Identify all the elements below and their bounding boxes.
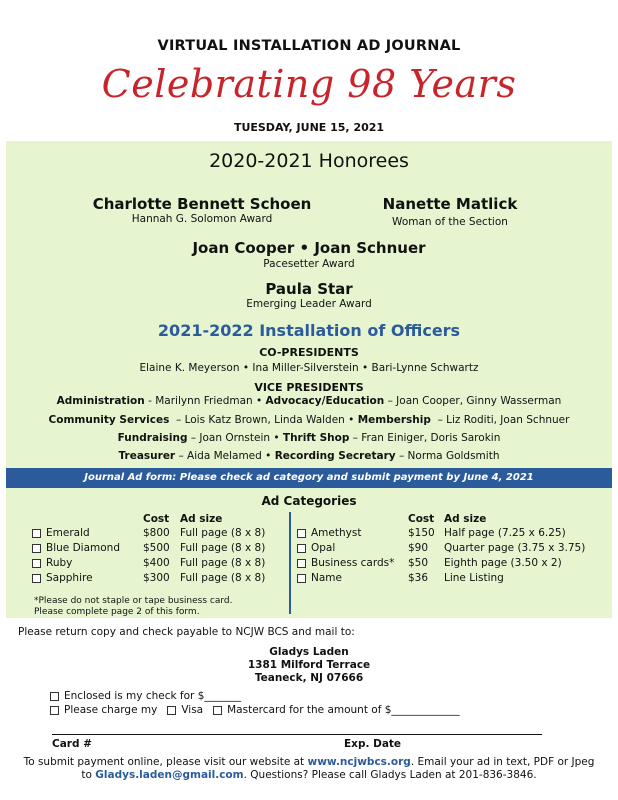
checkbox-icon[interactable]: [32, 574, 41, 583]
ad-option-checkbox[interactable]: [297, 572, 342, 584]
ad-option-cost: $50: [408, 557, 429, 569]
checkbox-icon[interactable]: [32, 544, 41, 553]
vp-role: Recording Secretary: [274, 450, 396, 462]
vp-role: Community Services: [48, 414, 170, 426]
vp-names: – Lois Katz Brown, Linda Walden •: [169, 414, 358, 426]
vp-role: Thrift Shop: [282, 432, 350, 444]
ad-categories-title: Ad Categories: [261, 494, 357, 508]
website-link[interactable]: www.ncjwbcs.org: [307, 756, 411, 768]
honorees-heading: 2020-2021 Honorees: [209, 150, 409, 172]
ad-option-size: Full page (8 x 8): [180, 527, 266, 539]
ad-option-checkbox[interactable]: [297, 557, 394, 569]
vp-role: Administration: [56, 395, 145, 407]
ad-option-cost: $90: [408, 542, 429, 554]
checkbox-icon[interactable]: [50, 692, 59, 701]
ad-option-cost: $150: [408, 527, 435, 539]
ad-option-cost: $800: [143, 527, 170, 539]
ad-option-name: Business cards*: [311, 557, 395, 569]
honoree-name: Charlotte Bennett Schoen: [92, 195, 312, 213]
cost-header: Cost: [408, 513, 435, 525]
vp-role: Treasurer: [118, 450, 176, 462]
ad-option-name: Emerald: [46, 527, 90, 539]
event-date: TUESDAY, JUNE 15, 2021: [233, 121, 385, 134]
charge-option[interactable]: [50, 704, 460, 716]
ad-option-cost: $300: [143, 572, 170, 584]
ad-option-size: Full page (8 x 8): [180, 572, 266, 584]
co-presidents-names: Elaine K. Meyerson • Ina Miller-Silverstein • Bari-Lynne Schwartz: [139, 362, 479, 374]
honoree-award: Hannah G. Solomon Award: [131, 213, 273, 225]
celebration-script-title: Celebrating 98 Years: [101, 62, 517, 106]
mastercard-label: Mastercard for the amount of $_____________: [227, 704, 460, 716]
vp-names: – Liz Roditi, Joan Schnuer: [430, 414, 570, 426]
footer-line-1: [0, 756, 618, 768]
vp-names: – Aida Melamed •: [175, 450, 275, 462]
visa-label: Visa: [181, 704, 204, 716]
footer-text: To submit payment online, please visit our website at: [23, 756, 308, 768]
mailing-instruction: Please return copy and check payable to NCJW BCS and mail to:: [18, 626, 355, 638]
journal-title: VIRTUAL INSTALLATION AD JOURNAL: [157, 38, 461, 54]
size-header: Ad size: [444, 513, 487, 525]
ad-option-name: Amethyst: [311, 527, 362, 539]
card-number-label: Card #: [52, 738, 92, 750]
vp-names: – Fran Einiger, Doris Sarokin: [349, 432, 501, 444]
check-option-label: Enclosed is my check for $_______: [64, 690, 242, 702]
checkbox-icon[interactable]: [32, 529, 41, 538]
footer-text: to: [81, 769, 96, 781]
vp-row: [0, 414, 618, 426]
email-link[interactable]: Gladys.laden@gmail.com: [95, 769, 244, 781]
officers-heading: 2021-2022 Installation of Officers: [157, 321, 461, 340]
ad-option-name: Blue Diamond: [46, 542, 120, 554]
honoree-award: Woman of the Section: [392, 216, 508, 228]
ad-option-checkbox[interactable]: [32, 542, 120, 554]
checkbox-icon[interactable]: [167, 706, 176, 715]
card-number-line[interactable]: [52, 734, 542, 735]
mailing-street: 1381 Milford Terrace: [247, 659, 371, 671]
cost-header: Cost: [143, 513, 170, 525]
ad-option-checkbox[interactable]: [297, 527, 361, 539]
vp-names: – Joan Cooper, Ginny Wasserman: [384, 395, 562, 407]
checkbox-icon[interactable]: [297, 574, 306, 583]
ad-option-name: Sapphire: [46, 572, 93, 584]
vp-names: – Joan Ornstein •: [187, 432, 283, 444]
vp-role: Advocacy/Education: [265, 395, 385, 407]
business-card-note: *Please do not staple or tape business card.: [34, 596, 233, 606]
size-header: Ad size: [180, 513, 223, 525]
checkbox-icon[interactable]: [50, 706, 59, 715]
honoree-name: Paula Star: [265, 280, 353, 298]
vice-presidents-label: VICE PRESIDENTS: [254, 381, 364, 394]
honoree-award: Emerging Leader Award: [246, 298, 372, 310]
checkbox-icon[interactable]: [297, 529, 306, 538]
co-presidents-label: CO-PRESIDENTS: [259, 346, 359, 359]
vp-row: [0, 432, 618, 444]
ad-option-size: Line Listing: [444, 572, 504, 584]
ad-option-size: Eighth page (3.50 x 2): [444, 557, 562, 569]
exp-date-label: Exp. Date: [344, 738, 402, 750]
vp-role: Fundraising: [117, 432, 188, 444]
checkbox-icon[interactable]: [213, 706, 222, 715]
vp-row: [0, 450, 618, 462]
ad-option-name: Name: [311, 572, 342, 584]
ad-option-size: Full page (8 x 8): [180, 542, 266, 554]
honoree-name: Joan Cooper • Joan Schnuer: [192, 239, 426, 257]
ad-option-size: Half page (7.25 x 6.25): [444, 527, 566, 539]
ad-option-name: Ruby: [46, 557, 73, 569]
check-option[interactable]: [50, 690, 241, 702]
ad-option-checkbox[interactable]: [32, 527, 90, 539]
footer-line-2: [0, 769, 618, 781]
ad-option-cost: $36: [408, 572, 429, 584]
form-instructions-banner: Journal Ad form: Please check ad category and submit payment by June 4, 2021: [6, 468, 612, 488]
vp-role: Membership: [357, 414, 431, 426]
page-two-note: Please complete page 2 of this form.: [34, 607, 200, 617]
column-divider: [289, 512, 291, 614]
checkbox-icon[interactable]: [297, 559, 306, 568]
checkbox-icon[interactable]: [32, 559, 41, 568]
footer-text: . Questions? Please call Gladys Laden at 201-836-3846.: [243, 769, 537, 781]
ad-option-checkbox[interactable]: [32, 557, 72, 569]
vp-names: – Norma Goldsmith: [395, 450, 500, 462]
checkbox-icon[interactable]: [297, 544, 306, 553]
mailing-name: Gladys Laden: [269, 646, 349, 658]
honoree-name: Nanette Matlick: [382, 195, 518, 213]
footer-text: . Email your ad in text, PDF or Jpeg: [410, 756, 595, 768]
honoree-award: Pacesetter Award: [263, 258, 355, 270]
ad-option-cost: $400: [143, 557, 170, 569]
ad-option-size: Full page (8 x 8): [180, 557, 266, 569]
vp-row: [0, 395, 618, 407]
vp-names: - Marilynn Friedman •: [144, 395, 266, 407]
ad-option-checkbox[interactable]: [297, 542, 335, 554]
ad-option-name: Opal: [311, 542, 336, 554]
charge-option-label: Please charge my: [64, 704, 158, 716]
ad-option-size: Quarter page (3.75 x 3.75): [444, 542, 586, 554]
ad-option-checkbox[interactable]: [32, 572, 93, 584]
ad-option-cost: $500: [143, 542, 170, 554]
mailing-city: Teaneck, NJ 07666: [254, 672, 364, 684]
